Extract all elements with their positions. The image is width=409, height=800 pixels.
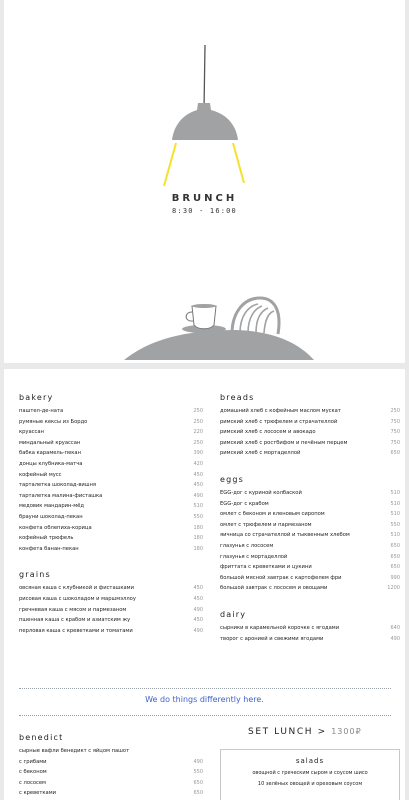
menu-item-price: 750 xyxy=(390,418,400,425)
menu-item-row xyxy=(220,490,400,501)
menu-item-name: EGG-дог с крабом xyxy=(220,500,269,507)
menu-item-row xyxy=(19,429,203,440)
menu-item-row xyxy=(220,419,400,430)
menu-item-price: 250 xyxy=(390,408,400,414)
menu-item-price: 750 xyxy=(390,429,400,436)
section-title: breads xyxy=(220,393,255,402)
menu-item-row xyxy=(19,790,203,800)
menu-item-row xyxy=(19,440,203,451)
menu-item-price: 490 xyxy=(193,492,203,499)
menu-item-price: 650 xyxy=(390,450,400,457)
menu-item-row xyxy=(19,450,203,461)
menu-item-row xyxy=(19,546,203,557)
menu-item-price: 550 xyxy=(193,769,203,776)
section-benedict xyxy=(19,733,203,800)
menu-item-name: румяные кексы из Бордо xyxy=(19,418,88,425)
menu-item-row xyxy=(19,628,203,639)
menu-item-price: 250 xyxy=(193,418,203,425)
divider-top xyxy=(19,688,391,689)
menu-item-row xyxy=(220,450,400,461)
menu-item-row xyxy=(220,440,400,451)
menu-item-name: бабка карамель-пекан xyxy=(19,450,81,457)
menu-item-price: 220 xyxy=(193,429,203,436)
menu-item-row xyxy=(220,636,400,647)
tagline: We do things differently here. xyxy=(145,695,264,704)
menu-item-name: перловая каша с креветками и томатами xyxy=(19,627,133,634)
menu-item-name: сырные вафли бенедикт с яйцом пашот xyxy=(19,748,130,754)
menu-item-row xyxy=(19,408,203,419)
menu-item-name: донцы клубника-матча xyxy=(19,460,83,467)
menu-item-name: кофейный мусс xyxy=(19,471,62,478)
menu-item-price: 510 xyxy=(390,532,400,539)
menu-item-row xyxy=(220,554,400,565)
menu-item-price: 450 xyxy=(193,595,203,602)
menu-item-row xyxy=(220,522,400,533)
menu-item-name: конфета банан-пекан xyxy=(19,545,79,552)
menu-item-price: 650 xyxy=(390,553,400,560)
menu-item-name: римский хлеб с трюфелем и страчателлой xyxy=(220,418,338,425)
table-illustration xyxy=(124,330,314,360)
menu-item-row xyxy=(220,408,400,419)
menu-column-right xyxy=(220,393,400,660)
menu-item-price: 550 xyxy=(390,521,400,528)
light-beam-right xyxy=(233,143,244,183)
menu-item-name: кофейный трюфель xyxy=(19,535,74,542)
menu-item-row xyxy=(220,543,400,554)
menu-item-row xyxy=(19,769,203,780)
menu-item-price: 650 xyxy=(193,790,203,797)
menu-item-price: 450 xyxy=(193,471,203,478)
menu-item-price: 490 xyxy=(193,758,203,765)
section-bakery xyxy=(19,393,203,556)
menu-item-name: яичница со страчателлой и тыквенным хлебом xyxy=(220,532,350,539)
menu-item-row xyxy=(19,585,203,596)
menu-item-price: 180 xyxy=(193,535,203,542)
menu-column-left xyxy=(19,393,203,652)
menu-item-price: 650 xyxy=(390,564,400,571)
section-title: benedict xyxy=(19,733,64,742)
section-title: dairy xyxy=(220,609,247,619)
salads-line: овощной с греческим сыром и соусом шисо xyxy=(252,770,368,776)
menu-item-name: большой мясной завтрак с картофелем фри xyxy=(220,574,342,581)
menu-item-name: римский хлеб с мортаделлой xyxy=(220,450,301,457)
menu-item-price: 550 xyxy=(193,513,203,520)
menu-item-price: 450 xyxy=(193,482,203,489)
lamp-illustration xyxy=(4,0,405,363)
menu-item-name: с креветками xyxy=(19,790,56,797)
menu-item-row xyxy=(19,503,203,514)
lamp-cord xyxy=(204,45,205,110)
menu-item-name: сырники в карамельной корочке с ягодами xyxy=(220,624,340,631)
set-lunch-heading xyxy=(248,727,362,737)
menu-item-name: круассан xyxy=(19,429,44,436)
menu-item-row xyxy=(220,625,400,636)
menu-item-price: 250 xyxy=(193,439,203,446)
menu-item-name: медовик мандарин-мёд xyxy=(19,503,84,510)
menu-item-name: омлет с беконом и кленовым сиропом xyxy=(220,511,325,518)
set-lunch-price: 1300₽ xyxy=(331,727,362,736)
menu-item-row xyxy=(19,780,203,791)
menu-item-row xyxy=(19,525,203,536)
menu-item-row xyxy=(19,514,203,525)
menu-item-price: 450 xyxy=(193,585,203,592)
menu-item-name: тарталетка малина-фисташка xyxy=(19,492,103,499)
menu-item-price: 650 xyxy=(193,779,203,786)
menu-item-row xyxy=(220,511,400,522)
lamp-shade xyxy=(172,103,238,140)
cover-hours: 8:30 - 16:00 xyxy=(172,207,237,215)
menu-item-name: брауни шоколад-пекан xyxy=(19,513,83,520)
set-lunch-arrow: > xyxy=(317,727,327,737)
menu-item-name: миндальный круассан xyxy=(19,439,81,446)
menu-item-price: 510 xyxy=(390,511,400,518)
menu-item-price: 490 xyxy=(390,635,400,642)
light-beam-left xyxy=(164,143,176,186)
menu-item-row xyxy=(220,575,400,586)
menu-item-row xyxy=(19,419,203,430)
menu-item-row xyxy=(19,607,203,618)
section-eggs xyxy=(220,475,400,596)
menu-item-price: 510 xyxy=(193,503,203,510)
menu-item-name: паштел-де-ната xyxy=(19,408,64,414)
menu-item-price: 390 xyxy=(193,450,203,457)
menu-item-name: с грибами xyxy=(19,758,47,765)
set-lunch-title: SET LUNCH xyxy=(248,727,314,737)
menu-item-row xyxy=(19,482,203,493)
menu-item-price: 180 xyxy=(193,524,203,531)
menu-item-name: овсяная каша с клубникой и фисташками xyxy=(19,585,134,592)
menu-item-row xyxy=(220,532,400,543)
menu-item-price: 420 xyxy=(193,460,203,467)
menu-item-name: EGG-дог с куриной колбаской xyxy=(220,489,302,496)
menu-item-price: 510 xyxy=(390,500,400,507)
menu-item-name: творог с аронией и свежими ягодами xyxy=(220,635,324,642)
menu-item-price: 750 xyxy=(390,439,400,446)
menu-page xyxy=(4,369,405,800)
menu-item-price: 1200 xyxy=(387,585,400,592)
menu-item-name: с беконом xyxy=(19,769,47,776)
menu-item-price: 640 xyxy=(390,624,400,631)
salads-line: 10 зелёных овощей и ореховым соусом xyxy=(257,781,363,787)
section-grains xyxy=(19,570,203,638)
menu-item-row xyxy=(19,461,203,472)
menu-item-name: домашний хлеб с кофейным маслом мускат xyxy=(220,408,341,414)
section-breads xyxy=(220,393,400,461)
menu-item-price: 490 xyxy=(193,627,203,634)
menu-item-name: римский хлеб с лососем и авокадо xyxy=(220,429,316,436)
menu-item-price: 990 xyxy=(390,574,400,581)
menu-item-name: гречневая каша с мясом и пармезаном xyxy=(19,606,127,613)
menu-item-row xyxy=(19,759,203,770)
menu-item-row xyxy=(220,585,400,596)
menu-item-price: 450 xyxy=(193,617,203,624)
menu-item-row xyxy=(19,748,203,759)
menu-item-price: 650 xyxy=(390,542,400,549)
section-dairy xyxy=(220,610,400,646)
menu-item-name: омлет с трюфелем и пармезаном xyxy=(220,521,312,528)
menu-item-name: конфета облепиха-корица xyxy=(19,524,92,531)
menu-item-row xyxy=(19,535,203,546)
section-title: eggs xyxy=(220,474,245,484)
menu-item-price: 490 xyxy=(193,606,203,613)
cover-title: BRUNCH xyxy=(171,193,238,204)
menu-item-price: 180 xyxy=(193,545,203,552)
menu-item-name: глазунья с мортаделлой xyxy=(220,553,288,560)
menu-item-name: рисовая каша с шоколадом и маршмэллоу xyxy=(19,595,136,602)
menu-item-name: фриттата с креветками и цукини xyxy=(220,564,312,571)
section-title: grains xyxy=(19,570,51,580)
menu-item-row xyxy=(19,617,203,628)
cover-page xyxy=(4,0,405,363)
coffee-cup-icon xyxy=(192,306,216,329)
menu-item-price: 510 xyxy=(390,489,400,496)
divider-bottom xyxy=(19,715,391,716)
section-title: bakery xyxy=(19,393,54,402)
menu-item-row xyxy=(19,493,203,504)
menu-item-name: большой завтрак с лососем и овощами xyxy=(220,585,328,592)
menu-item-row xyxy=(220,501,400,512)
menu-item-name: с лососем xyxy=(19,779,46,786)
menu-item-price: 250 xyxy=(193,408,203,414)
menu-item-name: пшенная каша с крабом и азиатским жу xyxy=(19,617,131,624)
menu-item-name: римский хлеб с ростбифом и печёным перцем xyxy=(220,439,348,446)
menu-item-row xyxy=(19,596,203,607)
set-lunch-box xyxy=(220,749,400,800)
menu-item-name: глазунья с лососем xyxy=(220,542,274,549)
menu-item-row xyxy=(220,564,400,575)
menu-item-row xyxy=(220,429,400,440)
menu-item-row xyxy=(19,472,203,483)
salads-title: salads xyxy=(295,757,325,765)
menu-item-name: тарталетка шоколад-вишня xyxy=(19,482,97,489)
